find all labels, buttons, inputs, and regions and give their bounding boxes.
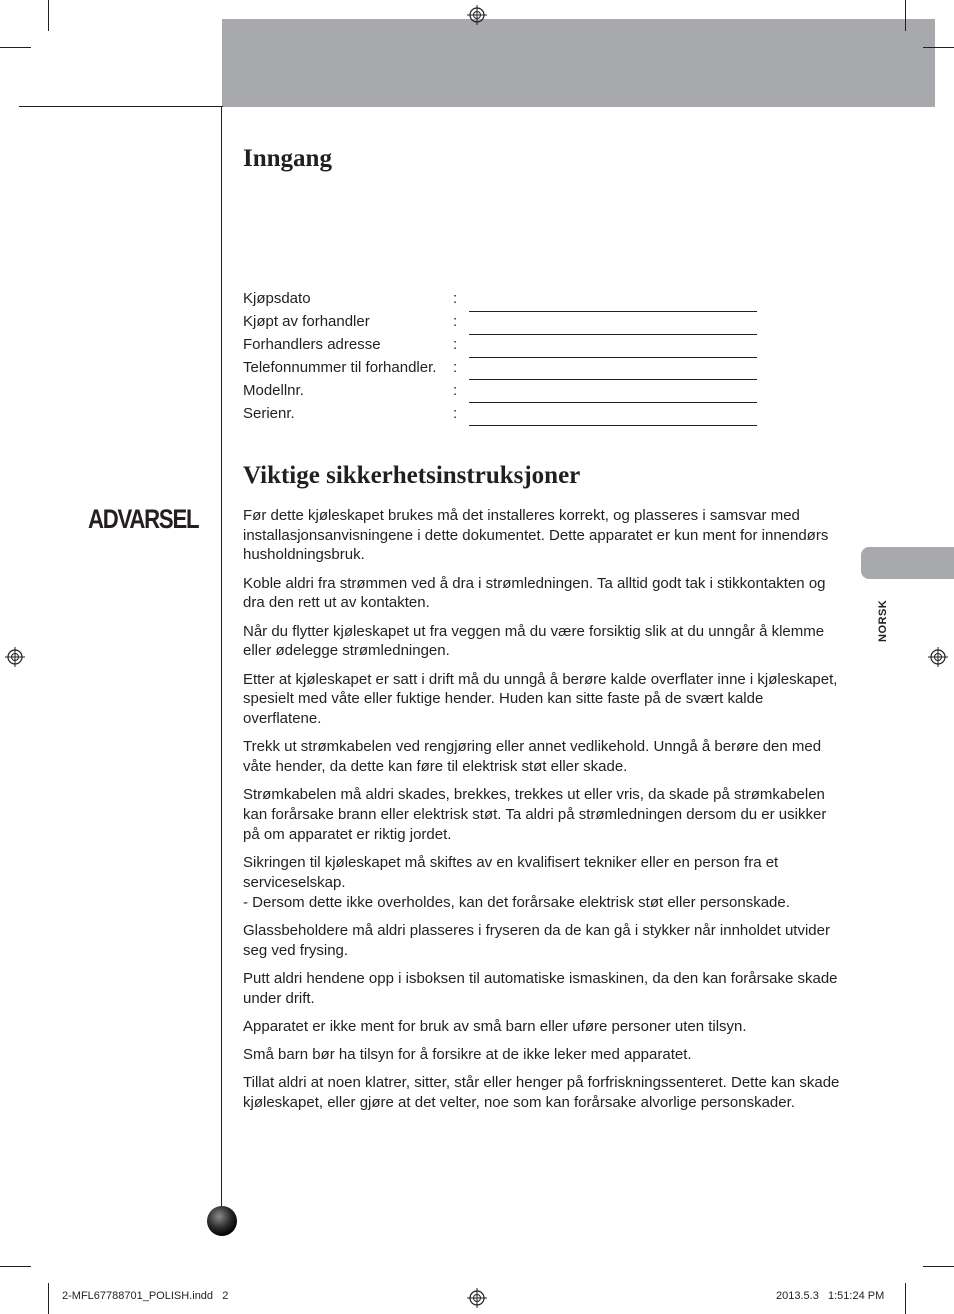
safety-title: Viktige sikkerhetsinstruksjoner: [243, 462, 581, 489]
intro-title: Inngang: [243, 145, 332, 172]
paragraph: Apparatet er ikke ment for bruk av små barn eller uføre personer uten tilsyn.: [243, 1017, 747, 1035]
form-entry-line: [469, 357, 757, 358]
form-colon: :: [453, 336, 458, 353]
footer-file: 2-MFL67788701_POLISH.indd 2: [62, 1290, 229, 1302]
margin-rule: [221, 106, 222, 1234]
registration-mark-icon: [5, 647, 25, 667]
warning-text: ADVARSEL: [88, 504, 199, 534]
form-colon: :: [453, 313, 458, 330]
paragraph: Koble aldri fra strømmen ved å dra i strømledningen. Ta alltid godt tak i stikkontakten og dra den rett ut av kontakten.: [243, 574, 826, 612]
form-colon: :: [453, 382, 458, 399]
crop-mark: [48, 0, 49, 31]
form-label: Kjøpsdato: [243, 290, 311, 307]
safety-body: [243, 506, 843, 1121]
paragraph: Putt aldri hendene opp i isboksen til automatiske ismaskinen, da den kan forårsake skade under drift.: [243, 969, 838, 1007]
registration-mark-icon: [467, 1288, 487, 1308]
form-entry-line: [469, 379, 757, 380]
language-label: NORSK: [877, 599, 889, 642]
registration-mark-icon: [467, 5, 487, 25]
print-ball-mark: [207, 1206, 237, 1236]
paragraph-line: Sikringen til kjøleskapet må skiftes av en kvalifisert tekniker eller en person fra et serviceselskap.: [243, 854, 779, 891]
form-colon: :: [453, 405, 458, 422]
paragraph: Glassbeholdere må aldri plasseres i fryseren da de kan gå i stykker når innholdet utvider seg ved frysing.: [243, 921, 830, 959]
form-label: Kjøpt av forhandler: [243, 313, 370, 330]
language-tab-label: [869, 590, 899, 650]
form-entry-line: [469, 334, 757, 335]
form-label: Telefonnummer til forhandler.: [243, 359, 437, 376]
crop-mark: [48, 1283, 49, 1314]
paragraph: Små barn bør ha tilsyn for å forsikre at de ikke leker med apparatet.: [243, 1046, 692, 1064]
paragraph: Tillat aldri at noen klatrer, sitter, står eller henger på forfriskningssenteret. Dette kan skade kjøleskapet, eller gjøre at det velter, noe som kan forårsake alvorlige personskader.: [243, 1074, 840, 1112]
language-tab: [861, 547, 954, 579]
header-bar: [222, 19, 935, 107]
paragraph-line: - Dersom dette ikke overholdes, kan det forårsake elektrisk støt eller personskade.: [243, 893, 790, 911]
header-rule: [19, 106, 223, 107]
form-colon: :: [453, 290, 458, 307]
footer-timestamp: 2013.5.3 1:51:24 PM: [776, 1290, 885, 1302]
paragraph: Etter at kjøleskapet er satt i drift må du unngå å berøre kalde overflater inne i kjøleskapet, spesielt med våte eller fuktige hender. Huden kan sitte faste på de svært kalde overflatene.: [243, 670, 838, 728]
paragraph: Når du flytter kjøleskapet ut fra veggen må du være forsiktig slik at du unngår å klemme eller ødelegge strømledningen.: [243, 622, 825, 660]
form-entry-line: [469, 402, 757, 403]
form-colon: :: [453, 359, 458, 376]
paragraph: Strømkabelen må aldri skades, brekkes, trekkes ut eller vris, da skade på strømkabelen kan forårsake brann eller elektrisk støt. Ta aldri på strømledningen dersom du er usikker på om apparatet er riktig jordet.: [243, 786, 827, 843]
paragraph: Trekk ut strømkabelen ved rengjøring eller annet vedlikehold. Unngå å berøre den med våte hender, da dette kan føre til elektrisk støt eller skade.: [243, 738, 822, 776]
form-label: Serienr.: [243, 405, 295, 422]
crop-mark: [0, 1266, 31, 1267]
crop-mark: [0, 47, 31, 48]
form-entry-line: [469, 311, 757, 312]
form-entry-line: [469, 425, 757, 426]
form-label: Modellnr.: [243, 382, 304, 399]
registration-mark-icon: [928, 647, 948, 667]
form-label: Forhandlers adresse: [243, 336, 381, 353]
paragraph: [243, 853, 843, 912]
crop-mark: [923, 1266, 954, 1267]
crop-mark: [905, 1283, 906, 1314]
warning-label: [86, 503, 221, 536]
crop-mark: [923, 47, 954, 48]
paragraph: Før dette kjøleskapet brukes må det installeres korrekt, og plasseres i samsvar med installasjonsanvisningene i dette dokumentet. Dette apparatet er kun ment for innendørs husholdningsbruk.: [243, 507, 829, 564]
crop-mark: [905, 0, 906, 31]
